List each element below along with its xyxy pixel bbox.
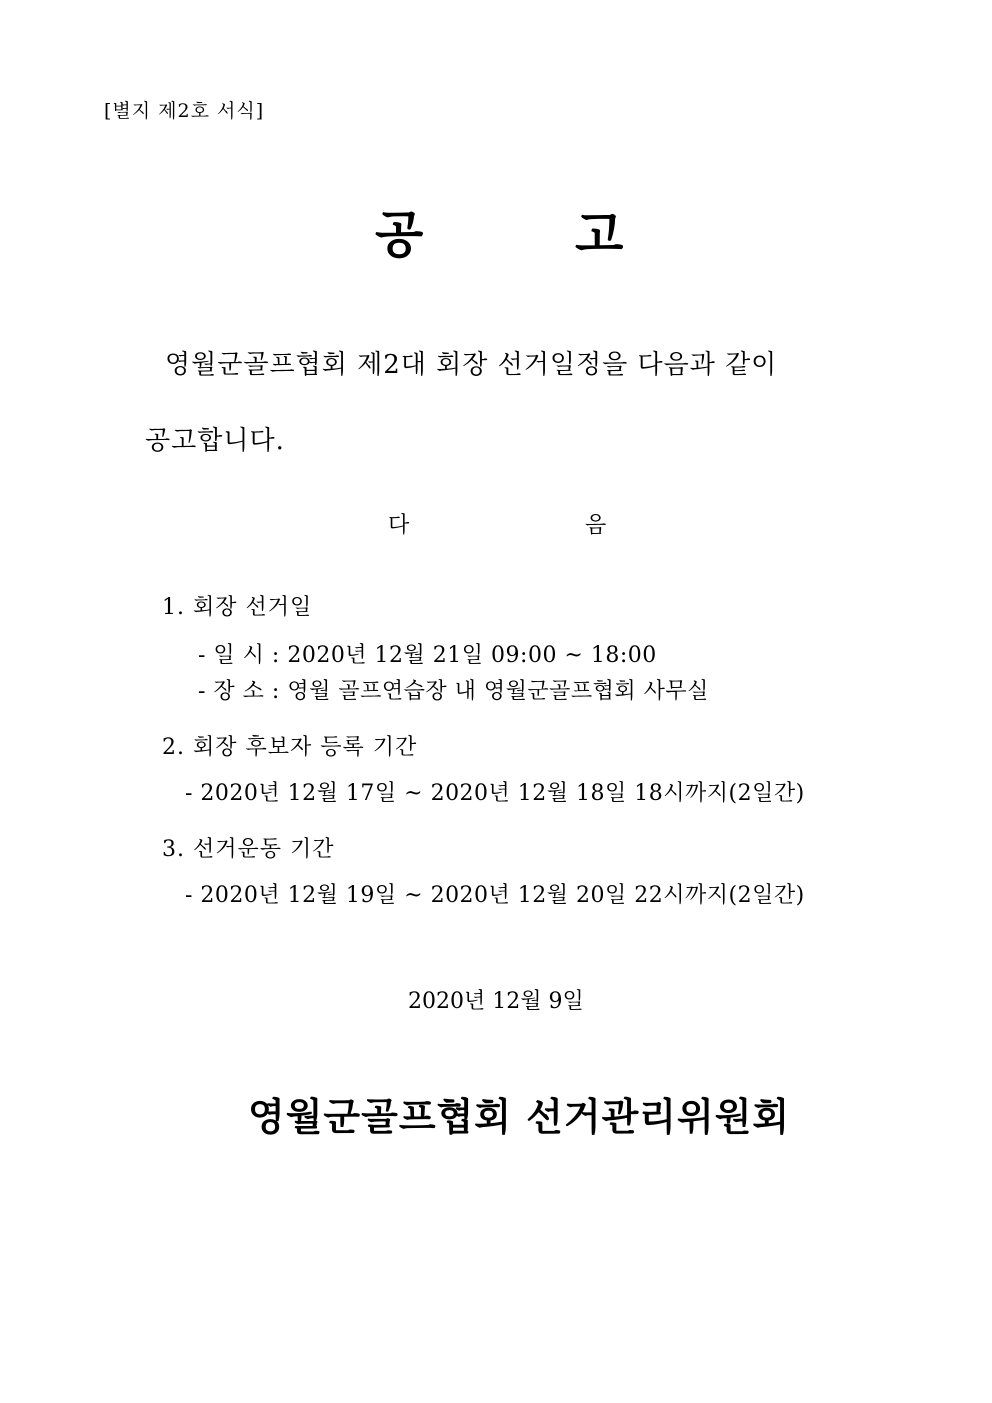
section-item: - 일 시 : 2020년 12월 21일 09:00 ~ 18:00 xyxy=(198,643,657,668)
next-heading-char-1: 다 xyxy=(388,513,410,538)
section-heading: 3. 선거운동 기간 xyxy=(162,837,335,862)
section-item: - 2020년 12월 19일 ~ 2020년 12월 20일 22시까지(2일간) xyxy=(185,883,805,908)
intro-line-2: 공고합니다. xyxy=(145,426,285,456)
intro-line-1: 영월군골프협회 제2대 회장 선거일정을 다음과 같이 xyxy=(165,350,778,380)
section-heading: 1. 회장 선거일 xyxy=(162,595,313,620)
next-heading-char-2: 음 xyxy=(585,513,607,538)
section-item: - 장 소 : 영월 골프연습장 내 영월군골프협회 사무실 xyxy=(198,679,709,704)
section-heading: 2. 회장 후보자 등록 기간 xyxy=(162,735,418,760)
committee-name: 영월군골프협회 선거관리위원회 xyxy=(248,1094,791,1139)
title-char-2: 고 xyxy=(575,205,624,264)
section-item: - 2020년 12월 17일 ~ 2020년 12월 18일 18시까지(2일간) xyxy=(185,781,805,806)
notice-date: 2020년 12월 9일 xyxy=(408,989,584,1014)
title-char-1: 공 xyxy=(375,205,424,264)
form-label: [별지 제2호 서식] xyxy=(104,100,265,122)
